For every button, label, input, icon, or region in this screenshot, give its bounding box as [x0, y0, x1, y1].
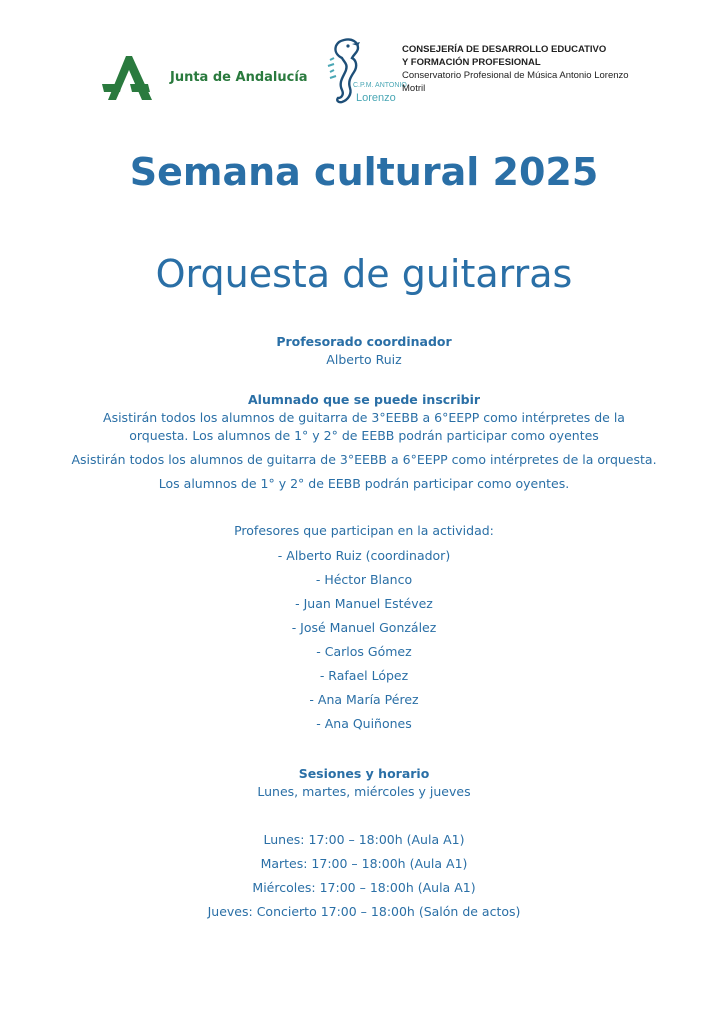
students-section	[0, 391, 728, 445]
coordinator-section	[0, 333, 728, 369]
teachers-heading: Profesores que participan en la actividad:	[234, 523, 494, 538]
list-item: - José Manuel González	[291, 620, 437, 635]
sessions-heading: Sesiones y horario	[298, 766, 430, 781]
cpm-name: Lorenzo	[356, 92, 396, 104]
students-paragraph-2: Asistirán todos los alumnos de guitarra de 3°EEBB a 6°EEPP como intérpretes de la orquesta.	[71, 452, 657, 467]
consejeria-line-1: CONSEJERÍA DE DESARROLLO EDUCATIVO	[402, 44, 607, 55]
list-item: - Héctor Blanco	[315, 572, 413, 587]
list-item: - Alberto Ruiz (coordinador)	[277, 548, 451, 563]
list-item: - Carlos Gómez	[316, 644, 412, 659]
students-paragraph-3: Los alumnos de 1° y 2° de EEBB podrán participar como oyentes.	[158, 476, 570, 491]
schedule-item: Jueves: Concierto 17:00 – 18:00h (Salón de actos)	[207, 904, 521, 919]
page-header	[0, 0, 728, 120]
schedule-item: Lunes: 17:00 – 18:00h (Aula A1)	[263, 832, 465, 847]
list-item: - Ana Quiñones	[316, 716, 412, 731]
page-title: Semana cultural 2025	[129, 150, 599, 194]
coordinator-heading: Profesorado coordinador	[276, 334, 452, 349]
consejeria-line-2: Y FORMACIÓN PROFESIONAL	[402, 57, 541, 68]
schedule-list	[0, 828, 728, 924]
coordinator-name: Alberto Ruiz	[326, 352, 402, 367]
students-heading: Alumnado que se puede inscribir	[247, 392, 481, 407]
list-item: - Juan Manuel Estévez	[295, 596, 433, 611]
conservatorio-city: Motril	[402, 83, 426, 94]
list-item: - Ana María Pérez	[309, 692, 419, 707]
schedule-item: Miércoles: 17:00 – 18:00h (Aula A1)	[252, 880, 476, 895]
junta-andalucia-name: Junta de Andalucía	[170, 70, 308, 85]
sessions-section	[0, 765, 728, 801]
teachers-list	[0, 544, 728, 736]
junta-andalucia-logo-icon	[100, 54, 152, 102]
page-subtitle: Orquesta de guitarras	[155, 252, 573, 296]
sessions-days: Lunes, martes, miércoles y jueves	[257, 784, 471, 799]
consejeria-block	[402, 43, 722, 95]
schedule-item: Martes: 17:00 – 18:00h (Aula A1)	[260, 856, 468, 871]
conservatorio-name: Conservatorio Profesional de Música Antonio Lorenzo	[402, 70, 629, 81]
cpm-abbrev: C.P.M. ANTONIO	[353, 82, 407, 89]
students-paragraph-1: Asistirán todos los alumnos de guitarra de 3°EEBB a 6°EEPP como intérpretes de la orquesta. Los alumnos de 1° y 2° de EEBB podrán participar como oyentes	[103, 410, 625, 443]
list-item: - Rafael López	[319, 668, 409, 683]
